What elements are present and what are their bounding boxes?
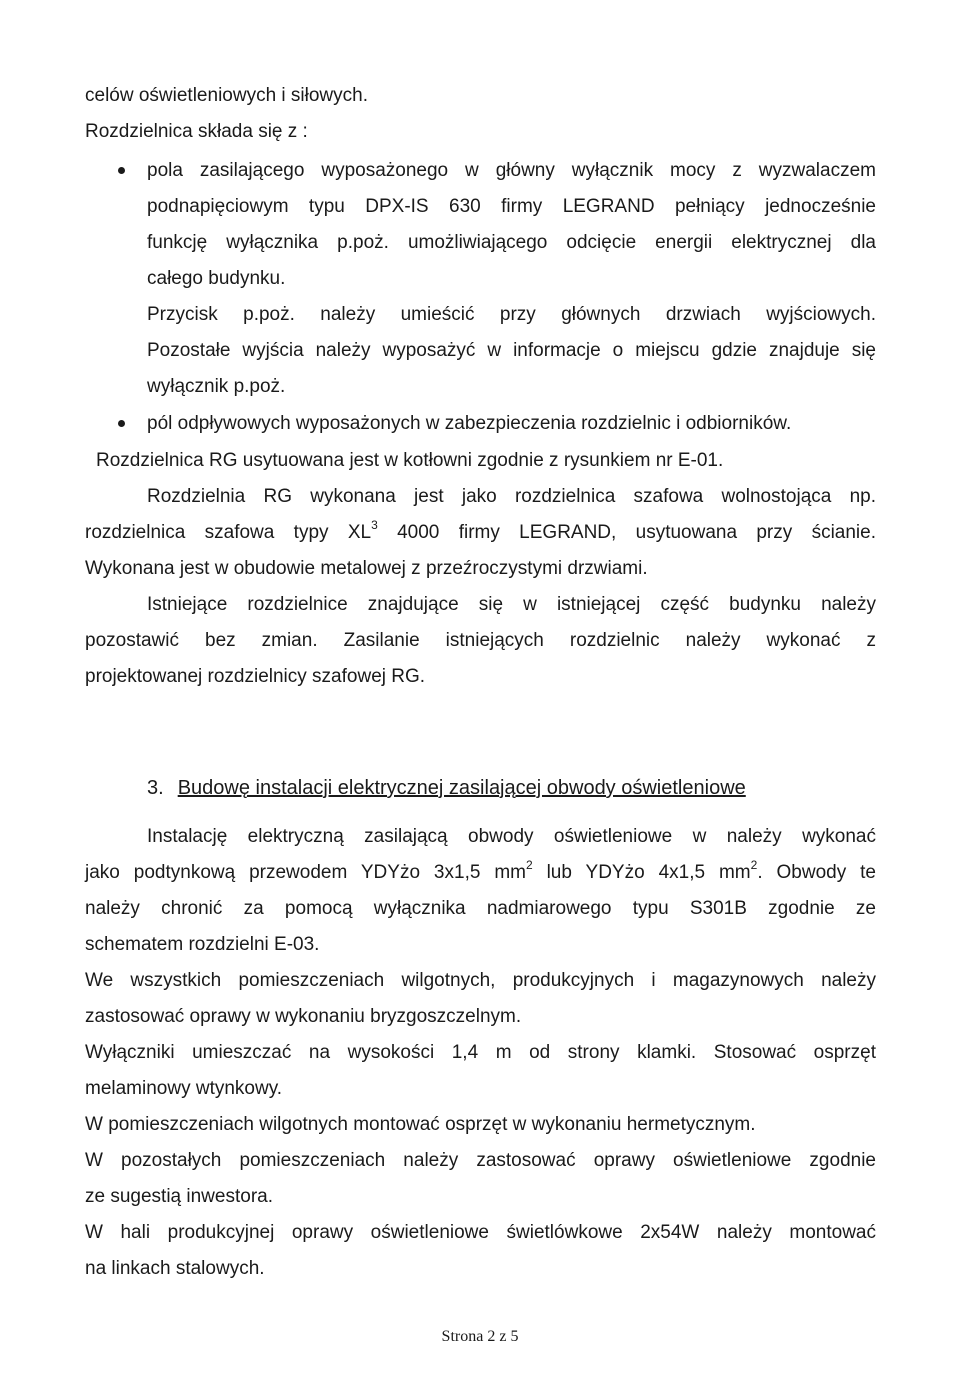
text-line: We wszystkich pomieszczeniach wilgotnych, produkcyjnych i magazynowych należy (85, 970, 876, 991)
text-line: Istniejące rozdzielnice znajdujące się w istniejącej część budynku należy (147, 594, 876, 615)
text-line: na linkach stalowych. (85, 1258, 265, 1279)
text-line: wyłącznik p.poż. (147, 376, 286, 397)
superscript: 3 (371, 517, 378, 532)
footer-separator: z (495, 1328, 511, 1345)
section-number: 3. (147, 777, 164, 799)
footer-prefix: Strona (441, 1328, 488, 1345)
page-number: 2 (487, 1328, 496, 1345)
page-footer (0, 1326, 960, 1348)
text-line: schematem rozdzielni E-03. (85, 934, 320, 955)
superscript: 2 (525, 857, 533, 872)
text-line: całego budynku. (147, 268, 286, 289)
text-line: ze sugestią inwestora. (85, 1186, 273, 1207)
bullet-item-text: pola zasilającego wyposażonego w główny wyłącznik mocy z wyzwalaczem (147, 160, 876, 181)
text-line: Przycisk p.poż. należy umieścić przy głównych drzwiach wyjściowych. (147, 304, 876, 325)
text-line: Wyłączniki umieszczać na wysokości 1,4 m od strony klamki. Stosować osprzęt (85, 1042, 876, 1063)
text-line: podnapięciowym typu DPX-IS 630 firmy LEGRAND pełniący jednocześnie (147, 196, 876, 217)
text-run: lub YDYżo 4x1,5 mm (532, 862, 751, 883)
bullet-item-text: pól odpływowych wyposażonych w zabezpieczenia rozdzielnic i odbiorników. (147, 413, 792, 434)
text-run: jako podtynkową przewodem YDYżo 3x1,5 mm (85, 862, 526, 883)
text-line: zastosować oprawy w wykonaniu bryzgoszczelnym. (85, 1006, 522, 1027)
text-run: 4000 firmy LEGRAND, usytuowana przy ścianie. (377, 522, 876, 543)
text-line: projektowanej rozdzielnicy szafowej RG. (85, 666, 426, 687)
section-heading (147, 774, 746, 802)
section-title: Budowę instalacji elektrycznej zasilającej obwody oświetleniowe (177, 777, 746, 799)
text-run: rozdzielnica szafowa typy XL (85, 522, 372, 543)
text-line (85, 517, 876, 546)
text-line: należy chronić za pomocą wyłącznika nadmiarowego typu S301B zgodnie ze (85, 898, 876, 919)
text-line: Rozdzielnica składa się z : (85, 121, 308, 142)
text-line: melaminowy wtynkowy. (85, 1078, 283, 1099)
page-total: 5 (510, 1328, 519, 1345)
text-line: pozostawić bez zmian. Zasilanie istniejących rozdzielnic należy wykonać z (85, 630, 876, 651)
bullet-icon (118, 420, 125, 427)
text-line: W pozostałych pomieszczeniach należy zastosować oprawy oświetleniowe zgodnie (85, 1150, 876, 1171)
text-line: W hali produkcyjnej oprawy oświetleniowe świetlówkowe 2x54W należy montować (85, 1222, 876, 1243)
bullet-icon (118, 167, 125, 174)
text-line: Wykonana jest w obudowie metalowej z przeźroczystymi drzwiami. (85, 558, 648, 579)
text-line: funkcję wyłącznika p.poż. umożliwiającego odcięcie energii elektrycznej dla (147, 232, 876, 253)
superscript: 2 (750, 857, 758, 872)
text-line: W pomieszczeniach wilgotnych montować osprzęt w wykonaniu hermetycznym. (85, 1114, 756, 1135)
text-line: Rozdzielnia RG wykonana jest jako rozdzielnica szafowa wolnostojąca np. (147, 486, 876, 507)
text-line (85, 857, 876, 886)
text-line: celów oświetleniowych i siłowych. (85, 85, 368, 106)
text-run: . Obwody te (757, 862, 876, 883)
text-line: Instalację elektryczną zasilającą obwody oświetleniowe w należy wykonać (147, 826, 876, 847)
text-line: Pozostałe wyjścia należy wyposażyć w informacje o miejscu gdzie znajduje się (147, 340, 876, 361)
text-line: Rozdzielnica RG usytuowana jest w kotłowni zgodnie z rysunkiem nr E-01. (96, 450, 724, 471)
